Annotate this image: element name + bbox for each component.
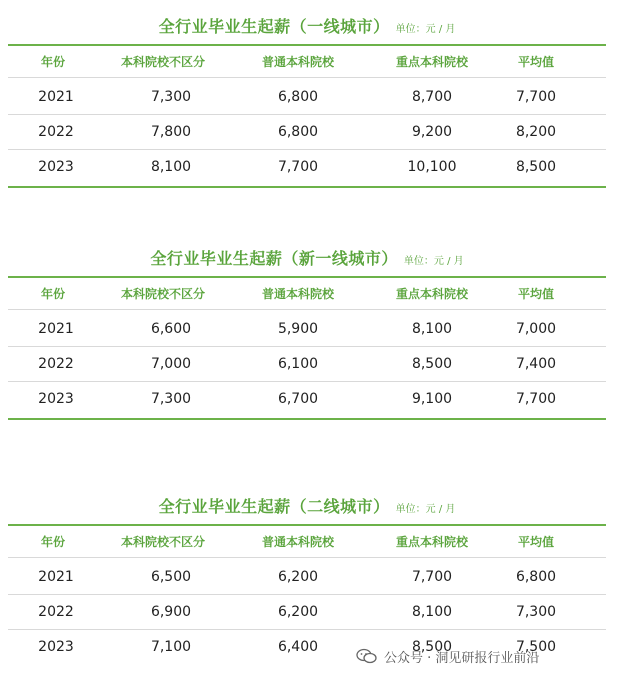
cell-value: 8,100 [150,159,192,175]
cell-value: 6,500 [150,569,192,585]
unit-label: 单位：元 / 月 [403,256,464,267]
cell-value: 7,000 [515,321,557,337]
table-row [8,347,606,381]
cell-year: 2023 [38,159,74,175]
cell-value: 8,200 [515,124,557,140]
section-title-row [8,14,606,38]
cell-value: 5,900 [277,321,319,337]
header-year: 年份 [40,55,66,69]
header-divider [8,77,606,78]
table-row [8,382,606,416]
cell-year: 2021 [38,321,74,337]
header-all-undergrad: 本科院校不区分 [120,287,206,301]
header-all-undergrad: 本科院校不区分 [120,535,206,549]
cell-value: 8,100 [411,604,453,620]
wechat-icon [356,648,378,664]
header-year: 年份 [40,287,66,301]
cell-value: 6,600 [150,321,192,337]
cell-value: 7,300 [515,604,557,620]
header-regular-undergrad: 普通本科院校 [261,55,335,69]
cell-value: 8,700 [411,89,453,105]
table-header-row [8,526,606,560]
cell-value: 9,200 [411,124,453,140]
header-regular-undergrad: 普通本科院校 [261,287,335,301]
cell-value: 8,500 [515,159,557,175]
table-row [8,595,606,629]
table-bottom-border [8,418,606,420]
table-bottom-border [8,186,606,188]
cell-year: 2023 [38,639,74,655]
section-title-row [8,494,606,518]
cell-value: 6,100 [277,356,319,372]
table-header-row [8,278,606,312]
cell-year: 2021 [38,89,74,105]
cell-value: 7,300 [150,391,192,407]
cell-value: 7,000 [150,356,192,372]
cell-value: 10,100 [407,159,457,175]
cell-value: 6,700 [277,391,319,407]
header-average: 平均值 [517,55,555,69]
cell-year: 2022 [38,124,74,140]
table-row [8,80,606,114]
header-key-undergrad: 重点本科院校 [395,287,469,301]
table-row [8,150,606,184]
header-average: 平均值 [517,287,555,301]
cell-value: 7,300 [150,89,192,105]
cell-value: 6,400 [277,639,319,655]
watermark-text: 公众号 · 洞见研报行业前沿 [384,650,540,666]
table-row [8,312,606,346]
cell-year: 2022 [38,356,74,372]
cell-year: 2022 [38,604,74,620]
cell-value: 6,800 [515,569,557,585]
cell-value: 7,100 [150,639,192,655]
cell-value: 6,200 [277,604,319,620]
cell-value: 9,100 [411,391,453,407]
unit-label: 单位：元 / 月 [395,504,456,515]
unit-label: 单位：元 / 月 [395,24,456,35]
cell-value: 7,700 [411,569,453,585]
section-title-row [8,246,606,270]
cell-value: 7,500 [515,639,557,655]
cell-value: 6,800 [277,89,319,105]
cell-value: 8,100 [411,321,453,337]
table-row [8,115,606,149]
cell-value: 6,900 [150,604,192,620]
table-header-row [8,46,606,80]
watermark [356,645,539,667]
header-divider [8,309,606,310]
cell-year: 2023 [38,391,74,407]
section-title: 全行业毕业生起薪（一线城市） [158,17,390,36]
header-year: 年份 [40,535,66,549]
section-title: 全行业毕业生起薪（二线城市） [158,497,390,516]
header-key-undergrad: 重点本科院校 [395,55,469,69]
cell-value: 7,700 [515,391,557,407]
header-divider [8,557,606,558]
cell-value: 7,700 [515,89,557,105]
cell-value: 8,500 [411,356,453,372]
cell-value: 7,800 [150,124,192,140]
header-regular-undergrad: 普通本科院校 [261,535,335,549]
cell-year: 2021 [38,569,74,585]
section-title: 全行业毕业生起薪（新一线城市） [150,249,398,268]
cell-value: 6,200 [277,569,319,585]
header-average: 平均值 [517,535,555,549]
table-row [8,560,606,594]
cell-value: 7,400 [515,356,557,372]
cell-value: 7,700 [277,159,319,175]
header-key-undergrad: 重点本科院校 [395,535,469,549]
cell-value: 6,800 [277,124,319,140]
cell-value: 8,500 [411,639,453,655]
header-all-undergrad: 本科院校不区分 [120,55,206,69]
